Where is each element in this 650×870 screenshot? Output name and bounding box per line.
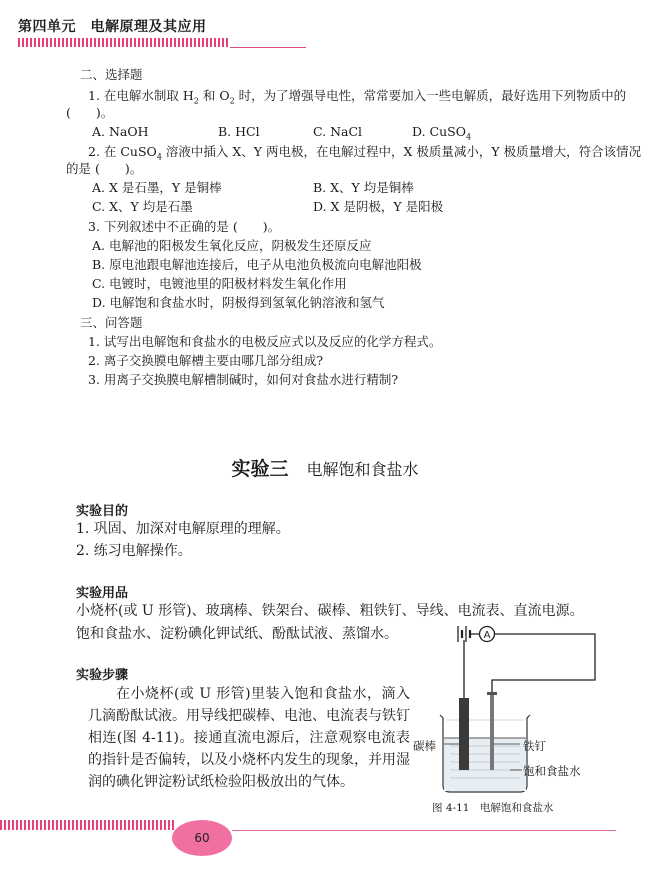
page-number: 60	[172, 820, 232, 856]
label-brine: 饱和食盐水	[523, 764, 581, 778]
q2-option-d: D. X 是阴极，Y 是阳极	[313, 199, 444, 214]
label-iron-nail: 铁钉	[523, 739, 546, 753]
q3-option-d: D. 电解饱和食盐水时，阴极得到氢氧化钠溶液和氢气	[92, 295, 385, 310]
q1-stem: 1. 在电解水制取 $H_2$ 和 $O_2$ 时，为了增强导电性，常常要加入一些电解质，最好选用下列物质中的	[88, 88, 627, 106]
nail-head	[487, 692, 497, 695]
q1-option-b: B. HCl	[218, 124, 260, 139]
footer-stripe	[0, 820, 176, 830]
experiment-number: 实验三	[231, 458, 289, 480]
section2-heading: 二、选择题	[80, 67, 143, 82]
footer-rule	[232, 830, 616, 831]
carbon-rod	[459, 698, 469, 770]
label-carbon-rod: 碳棒	[413, 739, 436, 753]
essay-question-3: 3. 用离子交换膜电解槽制碱时，如何对食盐水进行精制?	[88, 372, 399, 387]
q3-option-b: B. 原电池跟电解池连接后，电子从电池负极流向电解池阳极	[92, 257, 422, 272]
iron-nail	[490, 694, 494, 770]
steps-text: 在小烧杯(或 U 形管)里装入饱和食盐水，滴入几滴酚酞试液。用导线把碳棒、电池、电流表与铁钉相连(图 4-11)。接通直流电源后，注意观察电流表的指针是否偏转，以及小烧杯内发生的现象，并用湿润的碘化钾淀粉试纸检验阳极放出的气体。	[88, 686, 410, 790]
purpose-heading: 实验目的	[76, 504, 129, 519]
circuit-wire	[464, 634, 595, 703]
q2-option-c: C. X、Y 均是石墨	[92, 199, 193, 214]
q1-stem-line2: ( )。	[66, 105, 114, 120]
q1-option-d: D. CuSO$_4$	[412, 124, 472, 142]
header-rule	[230, 47, 306, 48]
experiment-title	[0, 454, 650, 481]
q2-stem-line2: 的是 ( )。	[66, 161, 143, 176]
figure-caption: 图 4-11 电解饱和食盐水	[432, 802, 554, 814]
materials-line-2: 饱和食盐水、淀粉碘化钾试纸、酚酞试液、蒸馏水。	[76, 626, 398, 642]
q1-option-a: A. NaOH	[92, 124, 149, 139]
steps-heading: 实验步骤	[76, 668, 129, 683]
header-stripe	[18, 38, 230, 47]
q1-option-c: C. NaCl	[313, 124, 363, 139]
purpose-item-2: 2. 练习电解操作。	[76, 543, 192, 559]
section3-heading: 三、问答题	[80, 315, 143, 330]
materials-heading: 实验用品	[76, 586, 129, 601]
materials-line-1: 小烧杯(或 U 形管)、玻璃棒、铁架台、碳棒、粗铁钉、导线、电流表、直流电源。	[76, 603, 584, 619]
ammeter-symbol: A	[483, 630, 491, 641]
unit-title: 第四单元 电解原理及其应用	[18, 19, 207, 35]
essay-question-2: 2. 离子交换膜电解槽主要由哪几部分组成?	[88, 353, 324, 368]
essay-question-1: 1. 试写出电解饱和食盐水的电极反应式以及反应的化学方程式。	[88, 334, 442, 349]
q2-option-a: A. X 是石墨，Y 是铜棒	[92, 180, 222, 195]
q3-stem: 3. 下列叙述中不正确的是 ( )。	[88, 219, 281, 234]
q3-option-c: C. 电镀时，电镀池里的阳极材料发生氧化作用	[92, 276, 347, 291]
q2-option-b: B. X、Y 均是铜棒	[313, 180, 414, 195]
q2-stem: 2. 在 CuSO$_4$ 溶液中插入 X、Y 两电极，在电解过程中，X 极质量减小，Y 极质量增大，符合该情况	[88, 144, 642, 162]
q3-option-a: A. 电解池的阳极发生氧化反应，阴极发生还原反应	[92, 238, 372, 253]
purpose-item-1: 1. 巩固、加深对电解原理的理解。	[76, 521, 290, 537]
experiment-name: 电解饱和食盐水	[306, 460, 419, 479]
